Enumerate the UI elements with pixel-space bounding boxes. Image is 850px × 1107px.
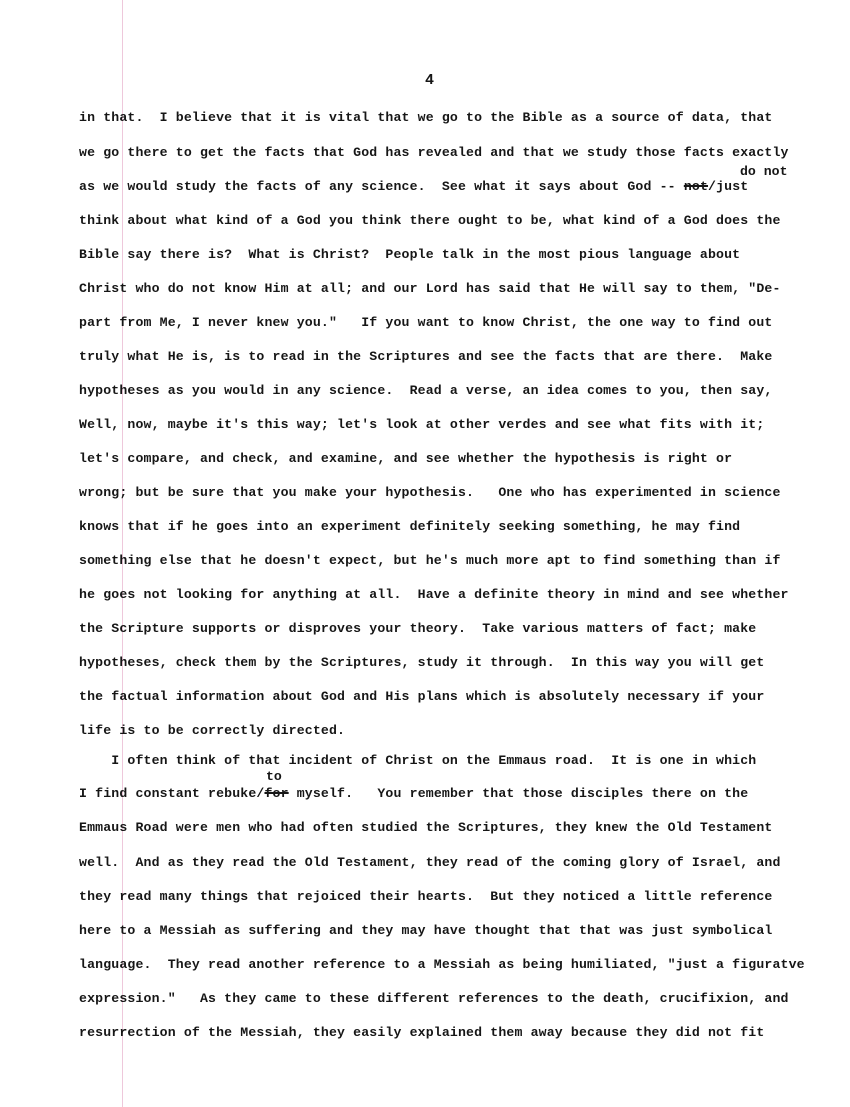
text-line-2: we go there to get the facts that God has revealed and that we study those facts exactly	[79, 145, 789, 160]
text-line-24: they read many things that rejoiced their hearts. But they noticed a little reference	[79, 889, 773, 904]
text-line-18: the factual information about God and His plans which is absolutely necessary if your	[79, 689, 765, 704]
text-line-3	[79, 179, 748, 194]
text-line-17: hypotheses, check them by the Scriptures, study it through. In this way you will get	[79, 655, 765, 670]
text-line-15: he goes not looking for anything at all. Have a definite theory in mind and see whether	[79, 587, 789, 602]
text-line-13: knows that if he goes into an experiment definitely seeking something, he may find	[79, 519, 741, 534]
struck-word: for	[264, 786, 289, 801]
text-line-27: expression." As they came to these different references to the death, crucifixion, and	[79, 991, 789, 1006]
text-line-26: language. They read another reference to a Messiah as being humiliated, "just a figuratve	[79, 957, 805, 972]
text-line-1: in that. I believe that it is vital that we go to the Bible as a source of data, that	[79, 110, 773, 125]
text-line-28: resurrection of the Messiah, they easily explained them away because they did not fit	[79, 1025, 765, 1040]
text-line-11: let's compare, and check, and examine, and see whether the hypothesis is right or	[79, 451, 733, 466]
text-line-3-main: as we would study the facts of any science. See what it says about God --	[79, 179, 676, 194]
text-line-10: Well, now, maybe it's this way; let's look at other verdes and see what fits with it;	[79, 417, 765, 432]
text-line-8: truly what He is, is to read in the Scriptures and see the facts that are there. Make	[79, 349, 773, 364]
text-line-21-tail: myself. You remember that those disciples there on the	[288, 786, 749, 801]
text-line-9: hypotheses as you would in any science. Read a verse, an idea comes to you, then say,	[79, 383, 773, 398]
text-line-5: Bible say there is? What is Christ? People talk in the most pious language about	[79, 247, 741, 262]
text-line-19: life is to be correctly directed.	[79, 723, 346, 738]
insertion-do-not: do not	[740, 164, 788, 179]
text-line-3-tail: /just	[708, 179, 749, 194]
text-line-23: well. And as they read the Old Testament, they read of the coming glory of Israel, and	[79, 855, 781, 870]
text-line-21	[79, 786, 748, 801]
text-line-6: Christ who do not know Him at all; and our Lord has said that He will say to them, "De-	[79, 281, 781, 296]
struck-word: not	[683, 179, 709, 194]
text-line-22: Emmaus Road were men who had often studied the Scriptures, they knew the Old Testament	[79, 820, 773, 835]
text-line-7: part from Me, I never knew you." If you want to know Christ, the one way to find out	[79, 315, 773, 330]
text-line-25: here to a Messiah as suffering and they may have thought that that was just symbolical	[79, 923, 773, 938]
text-line-16: the Scripture supports or disproves your theory. Take various matters of fact; make	[79, 621, 757, 636]
text-line-12: wrong; but be sure that you make your hypothesis. One who has experimented in science	[79, 485, 781, 500]
insertion-to: to	[266, 769, 282, 784]
text-line-4: think about what kind of a God you think there ought to be, what kind of a God does the	[79, 213, 781, 228]
text-line-14: something else that he doesn't expect, but he's much more apt to find something than if	[79, 553, 781, 568]
page-number: 4	[425, 72, 435, 89]
text-line-20: I often think of that incident of Christ on the Emmaus road. It is one in which	[79, 753, 757, 768]
text-line-21-main: I find constant rebuke/	[79, 786, 265, 801]
